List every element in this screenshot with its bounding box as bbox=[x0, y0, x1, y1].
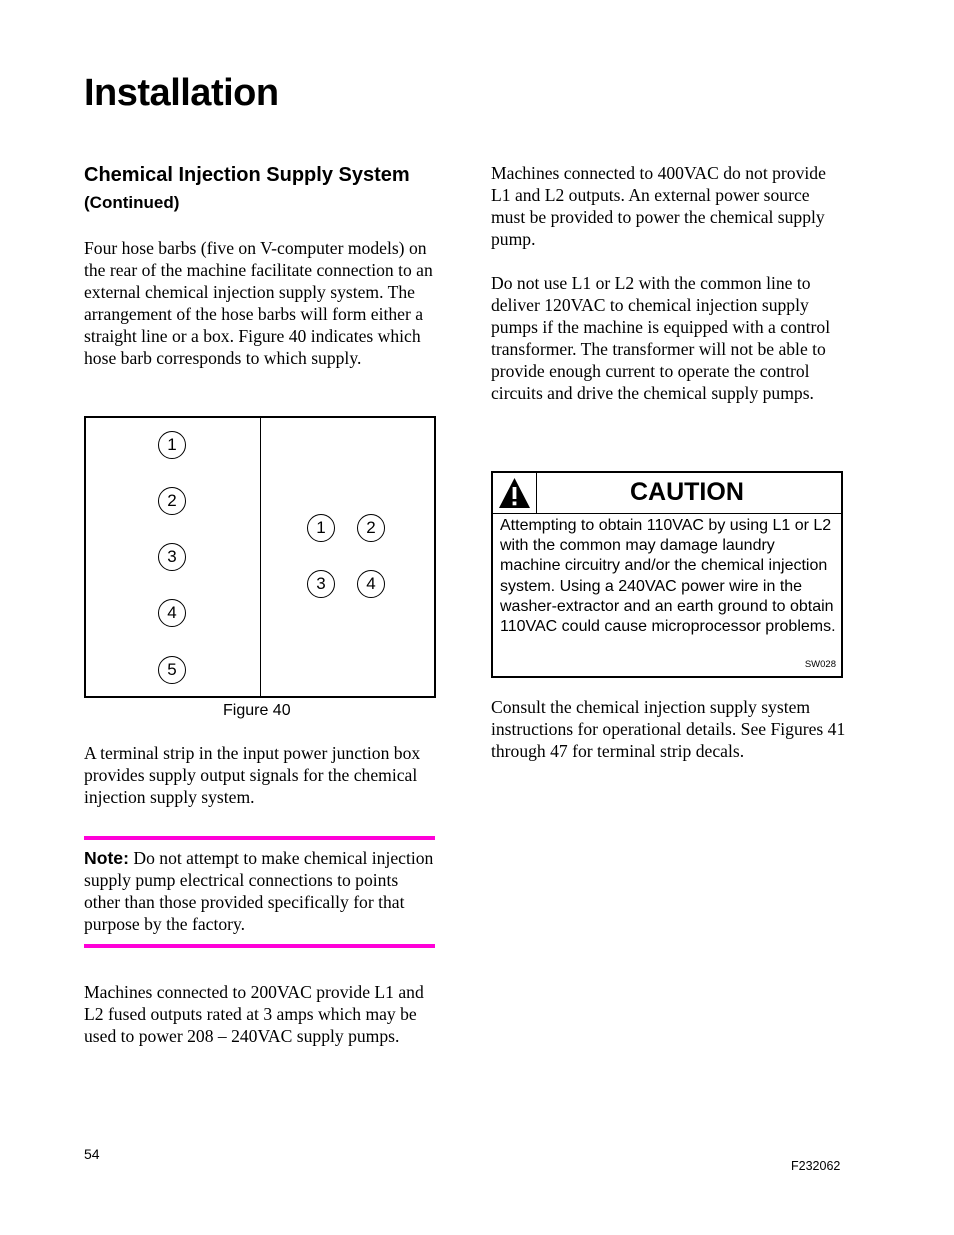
caution-title: CAUTION bbox=[630, 478, 744, 506]
note-text: Do not attempt to make chemical injection supply pump electrical connections to points other than those provided specifically for that purpose by the factory. bbox=[84, 848, 434, 934]
section-heading bbox=[84, 162, 424, 216]
caution-icon-cell bbox=[493, 473, 537, 514]
voltage-400-paragraph: Machines connected to 400VAC do not provide L1 and L2 outputs. An external power source must be provided to power the chemical supply pump. bbox=[491, 163, 826, 249]
box-barb-4: 4 bbox=[357, 570, 385, 598]
box-barb-2: 2 bbox=[357, 514, 385, 542]
document-code: F232062 bbox=[791, 1159, 841, 1173]
box-barb-1: 1 bbox=[307, 514, 335, 542]
voltage-200-paragraph: Machines connected to 200VAC provide L1 and L2 fused outputs rated at 3 amps which may be used to power 208 – 240VAC supply pumps. bbox=[84, 982, 424, 1046]
warning-triangle-icon bbox=[497, 476, 532, 515]
note-paragraph bbox=[84, 848, 436, 936]
line-barb-4: 4 bbox=[158, 599, 186, 627]
consult-paragraph: Consult the chemical injection supply system instructions for operational details. See Figures 41 through 47 for terminal strip decals. bbox=[491, 697, 846, 761]
box-barb-3: 3 bbox=[307, 570, 335, 598]
terminal-strip-paragraph: A terminal strip in the input power junction box provides supply output signals for the chemical injection supply system. bbox=[84, 743, 421, 807]
section-heading-text: Chemical Injection Supply System bbox=[84, 164, 410, 186]
caution-text: Attempting to obtain 110VAC by using L1 or L2 with the common may damage laundry machine circuitry and/or the chemical injection system. Using a 240VAC power wire in the washer-extractor and an earth ground to obtain 110VAC could cause microprocessor problems. bbox=[500, 517, 836, 636]
caution-head-cell bbox=[537, 473, 841, 514]
page-number: 54 bbox=[84, 1146, 100, 1162]
note-label: Note: bbox=[84, 848, 129, 868]
figure-divider bbox=[260, 418, 261, 696]
note-bottom-rule bbox=[84, 944, 435, 948]
figure-caption: Figure 40 bbox=[223, 702, 291, 719]
hose-barb-figure bbox=[84, 416, 436, 698]
page-title: Installation bbox=[84, 72, 279, 114]
line-barb-3: 3 bbox=[158, 543, 186, 571]
line-barb-2: 2 bbox=[158, 487, 186, 515]
line-barb-1: 1 bbox=[158, 431, 186, 459]
line-barb-5: 5 bbox=[158, 656, 186, 684]
caution-box bbox=[491, 471, 843, 678]
common-line-paragraph: Do not use L1 or L2 with the common line to deliver 120VAC to chemical injection supply pumps if the machine is equipped with a control transformer. The transformer will not be able to provide enough current to operate the control circuits and drive the chemical supply pumps. bbox=[491, 273, 831, 403]
note-top-rule bbox=[84, 836, 435, 840]
intro-paragraph: Four hose barbs (five on V-computer models) on the rear of the machine facilitate connection to an external chemical injection supply system. The arrangement of the hose barbs will form either a straight line or a box. Figure 40 indicates which hose barb corresponds to which supply. bbox=[84, 238, 433, 368]
section-heading-suffix: (Continued) bbox=[84, 193, 180, 212]
caution-code: SW028 bbox=[804, 659, 836, 670]
